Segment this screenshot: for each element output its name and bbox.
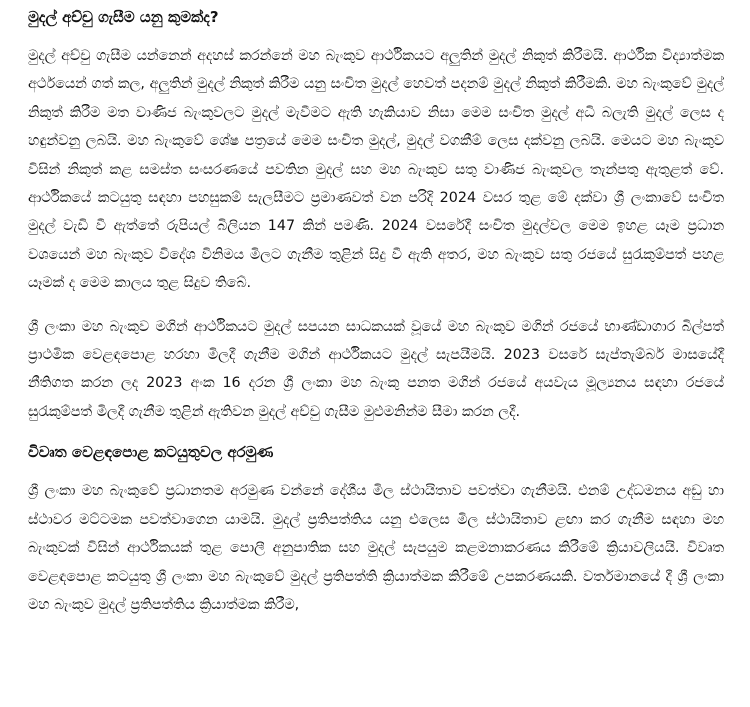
paragraph-money-printing-definition: මුදල් අච්චු ගැසීම යන්නෙන් අදහස් කරන්නේ මහ බැංකුව ආර්ථිකයට අලුතින් මුදල් නිකුත් කිරීමයි. ආර්ථික විද්‍යාත්මක අර්ථයෙන් ගත් කල, අලුතින් මුදල් නිකුත් කිරීම යනු සංචිත මුදල් හෙවත් පදනම් මුදල් නිකුත් කිරීමකි. මහ බැංකුවේ මුදල් නිකුත් කිරීම මත වාණිජ බැංකුවලට මුදල් මැවීමට ඇති හැකියාව නිසා මෙම සංචිත මුදල් අධි බලැති මුදල් ලෙස ද හඳුන්වනු ලබයි. මහ බැංකුවේ ශේෂ පත්‍රයේ මෙම සංචිත මුදල්, මුදල් වගකීම් ලෙස දක්වනු ලබයි. මෙයට මහ බැංකුව විසින් නිකුත් කළ සමස්ත සංසරණයේ පවතින මුදල් සහ මහ බැංකුව සතු වාණිජ බැංකුවල තැන්පතු ඇතුළත් වේ. ආර්ථිකයේ කටයුතු සඳහා පහසුකම් සැලසීමට ප්‍රමාණවත් වන පරිදි 2024 වසර තුළ මේ දක්වා ශ්‍රී ලංකාවේ සංචිත මුදල් වැඩි වී ඇත්තේ රුපියල් බිලියන 147 කින් පමණි. 2024 වසරේදී සංචිත මුදල්වල මෙම ඉහළ යෑම ප්‍රධාන වශයෙන් මහ බැංකුව විදේශ විනිමය මිලට ගැනීම තුළින් සිදු වී ඇති අතර, මහ බැංකුව සතු රජයේ සුරැකුම්පත් පහළ යෑමක් ද මෙම කාලය තුළ සිදුව තිබේ. (28, 48, 724, 292)
paragraph-monetary-policy-objective: ශ්‍රී ලංකා මහ බැංකුවේ ප්‍රධානතම අරමුණ වන්නේ දේශීය මිල ස්ථායිතාව පවත්වා ගැනීමයි. එනම් උද්ධමනය අඩු හා ස්ථාවර මට්ටමක පවත්වාගෙන යාමයි. මුදල් ප්‍රතිපත්තිය යනු එලෙස මිල ස්ථායිතාව ළඟා කර ගැනීම සඳහා මහ බැංකුවක් විසින් ආර්ථිකයක් තුළ පොලී අනුපාතික සහ මුදල් සැපයුම කළමනාකරණය කිරීමේ ක්‍රියාවලියයි. විවෘත වෙළඳපොළ කටයුතු ශ්‍රී ලංකා මහ බැංකුවේ මුදල් ප්‍රතිපත්ති ක්‍රියාත්මක කිරීමේ උපකරණයකි. වර්තමානයේ දී ශ්‍රී ලංකා මහ බැංකුව මුදල් ප්‍රතිපත්තිය ක්‍රියාත්මක කිරීම, (28, 483, 724, 613)
section-heading-open-market-operations: විවෘත වෙළඳපොළ කටයුතුවල අරමුණ (28, 443, 274, 462)
paragraph-central-bank-act: ශ්‍රී ලංකා මහ බැංකුව මගින් ආර්ථිකයට මුදල් සපයන සාධකයක් වූයේ මහ බැංකුව මගින් රජයේ භාණ්ඩාගාර බිල්පත් ප්‍රාථමික වෙළඳපොළ හරහා මිලදී ගැනීම මගින් ආර්ථිකයට මුදල් සැපයීමයි. 2023 වසරේ සැප්තැම්බර් මාසයේදී නීතිගත කරන ලද 2023 අංක 16 දරන ශ්‍රී ලංකා මහ බැංකු පනත මගින් රජයේ අයවැය මූල්‍යනය සඳහා රජයේ සුරැකුම්පත් මිලදී ගැනීම තුළින් ඇතිවන මුදල් අච්චු ගැසීම මුළුමනින්ම සීමා කරන ලදී. (28, 318, 724, 420)
section-heading-money-printing: මුදල් අච්චු ගැසීම යනු කුමක්ද? (28, 8, 219, 26)
